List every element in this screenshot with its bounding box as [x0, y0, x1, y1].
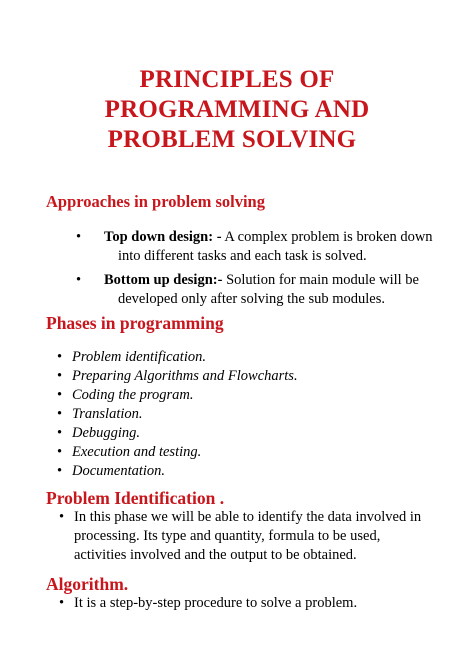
list-item — [0, 443, 474, 462]
document-title — [0, 65, 474, 155]
item-term: Bottom up design:- — [104, 272, 223, 288]
list-item — [0, 228, 434, 266]
phase-text: Problem identification. — [72, 349, 206, 365]
list-item — [0, 405, 474, 424]
section-heading-approaches: Approaches in problem solving — [46, 192, 265, 211]
phase-text: Coding the program. — [72, 387, 194, 403]
title-line-3: PROBLEM SOLVING — [107, 125, 357, 153]
item-continuation: developed only after solving the sub modules. — [118, 291, 385, 307]
section-heading-phases: Phases in programming — [46, 313, 224, 333]
title-line-1: PRINCIPLES OF — [139, 65, 335, 93]
phases-list — [0, 348, 474, 481]
bullet-icon: • — [57, 463, 63, 479]
bullet-icon: • — [59, 595, 65, 611]
bullet-icon: • — [76, 272, 82, 288]
bullet-icon: • — [59, 509, 65, 525]
item-term: Top down design: - — [104, 229, 222, 245]
list-item — [0, 424, 474, 443]
title-line-2: PROGRAMMING AND — [104, 95, 370, 123]
section-heading-identification: Problem Identification . — [46, 488, 225, 508]
phase-text: Preparing Algorithms and Flowcharts. — [72, 368, 298, 384]
item-text: A complex problem is broken down — [221, 229, 433, 245]
approaches-list — [0, 228, 474, 314]
list-item — [0, 594, 474, 613]
phase-text: Translation. — [72, 406, 143, 422]
list-item — [0, 462, 474, 481]
identification-list — [0, 508, 474, 565]
item-text: Solution for main module will be — [222, 272, 419, 288]
bullet-icon: • — [57, 425, 63, 441]
bullet-icon: • — [57, 444, 63, 460]
list-item — [0, 508, 424, 565]
list-item — [0, 271, 434, 309]
section-heading-algorithm: Algorithm. — [46, 574, 129, 594]
bullet-icon: • — [57, 406, 63, 422]
list-item — [0, 367, 474, 386]
bullet-icon: • — [57, 368, 63, 384]
list-item — [0, 348, 474, 367]
bullet-icon: • — [76, 229, 82, 245]
algorithm-text: It is a step-by-step procedure to solve a problem. — [74, 595, 358, 611]
identification-text: In this phase we will be able to identify the data involved in processing. Its type and quantity, formula to be used, activities involved and the output to be obtained. — [74, 509, 422, 563]
item-continuation: into different tasks and each task is solved. — [118, 248, 367, 264]
list-item — [0, 386, 474, 405]
bullet-icon: • — [57, 349, 63, 365]
algorithm-list — [0, 594, 474, 613]
phase-text: Debugging. — [72, 425, 141, 441]
phase-text: Execution and testing. — [72, 444, 202, 460]
phase-text: Documentation. — [72, 463, 166, 479]
bullet-icon: • — [57, 387, 63, 403]
